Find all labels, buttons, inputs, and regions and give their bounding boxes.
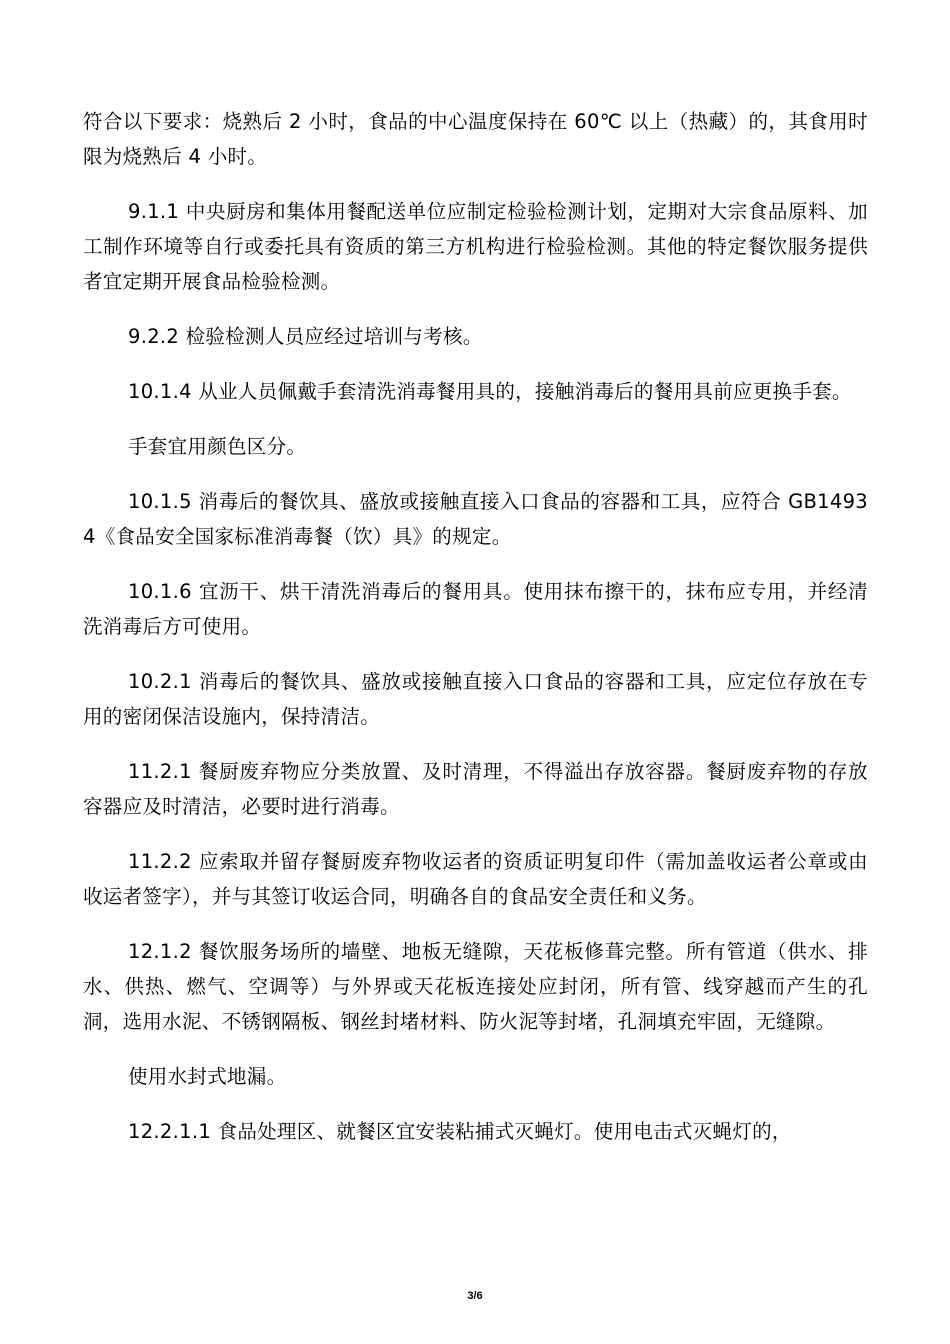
paragraph-gloves-color: 手套宜用颜色区分。 bbox=[128, 435, 307, 458]
document-body bbox=[83, 104, 868, 1169]
paragraph-10-1-6: 10.1.6 宜沥干、烘干清洗消毒后的餐用具。使用抹布擦干的，抹布应专用，并经清洗消毒后方可使用。 bbox=[83, 580, 868, 638]
paragraph-9-1-1: 9.1.1 中央厨房和集体用餐配送单位应制定检验检测计划，定期对大宗食品原料、加工制作环境等自行或委托具有资质的第三方机构进行检验检测。其他的特定餐饮服务提供者宜定期开展食品检验检测。 bbox=[83, 200, 868, 293]
paragraph-10-1-5: 10.1.5 消毒后的餐饮具、盛放或接触直接入口食品的容器和工具，应符合 GB14934《食品安全国家标准消毒餐（饮）具》的规定。 bbox=[83, 490, 868, 548]
paragraph-10-2-1: 10.2.1 消毒后的餐饮具、盛放或接触直接入口食品的容器和工具，应定位存放在专用的密闭保洁设施内，保持清洁。 bbox=[83, 670, 868, 728]
paragraph-12-1-2: 12.1.2 餐饮服务场所的墙壁、地板无缝隙，天花板修葺完整。所有管道（供水、排水、供热、燃气、空调等）与外界或天花板连接处应封闭，所有管、线穿越而产生的孔洞，选用水泥、不锈钢隔板、钢丝封堵材料、防火泥等封堵，孔洞填充牢固，无缝隙。 bbox=[83, 940, 868, 1033]
paragraph-12-2-1-1: 12.2.1.1 食品处理区、就餐区宜安装粘捕式灭蝇灯。使用电击式灭蝇灯的， bbox=[128, 1120, 792, 1143]
paragraph-11-2-1: 11.2.1 餐厨废弃物应分类放置、及时清理，不得溢出存放容器。餐厨废弃物的存放容器应及时清洁，必要时进行消毒。 bbox=[83, 760, 868, 818]
paragraph-hot-holding: 符合以下要求：烧熟后 2 小时，食品的中心温度保持在 60℃ 以上（热藏）的，其食用时限为烧熟后 4 小时。 bbox=[83, 110, 868, 168]
page-number: 3/6 bbox=[467, 1290, 483, 1302]
paragraph-11-2-2: 11.2.2 应索取并留存餐厨废弃物收运者的资质证明复印件（需加盖收运者公章或由收运者签字），并与其签订收运合同，明确各自的食品安全责任和义务。 bbox=[83, 850, 868, 908]
paragraph-9-2-2: 9.2.2 检验检测人员应经过培训与考核。 bbox=[128, 325, 483, 348]
paragraph-10-1-4: 10.1.4 从业人员佩戴手套清洗消毒餐用具的，接触消毒后的餐用具前应更换手套。 bbox=[128, 380, 852, 403]
paragraph-floor-drain: 使用水封式地漏。 bbox=[128, 1065, 287, 1088]
